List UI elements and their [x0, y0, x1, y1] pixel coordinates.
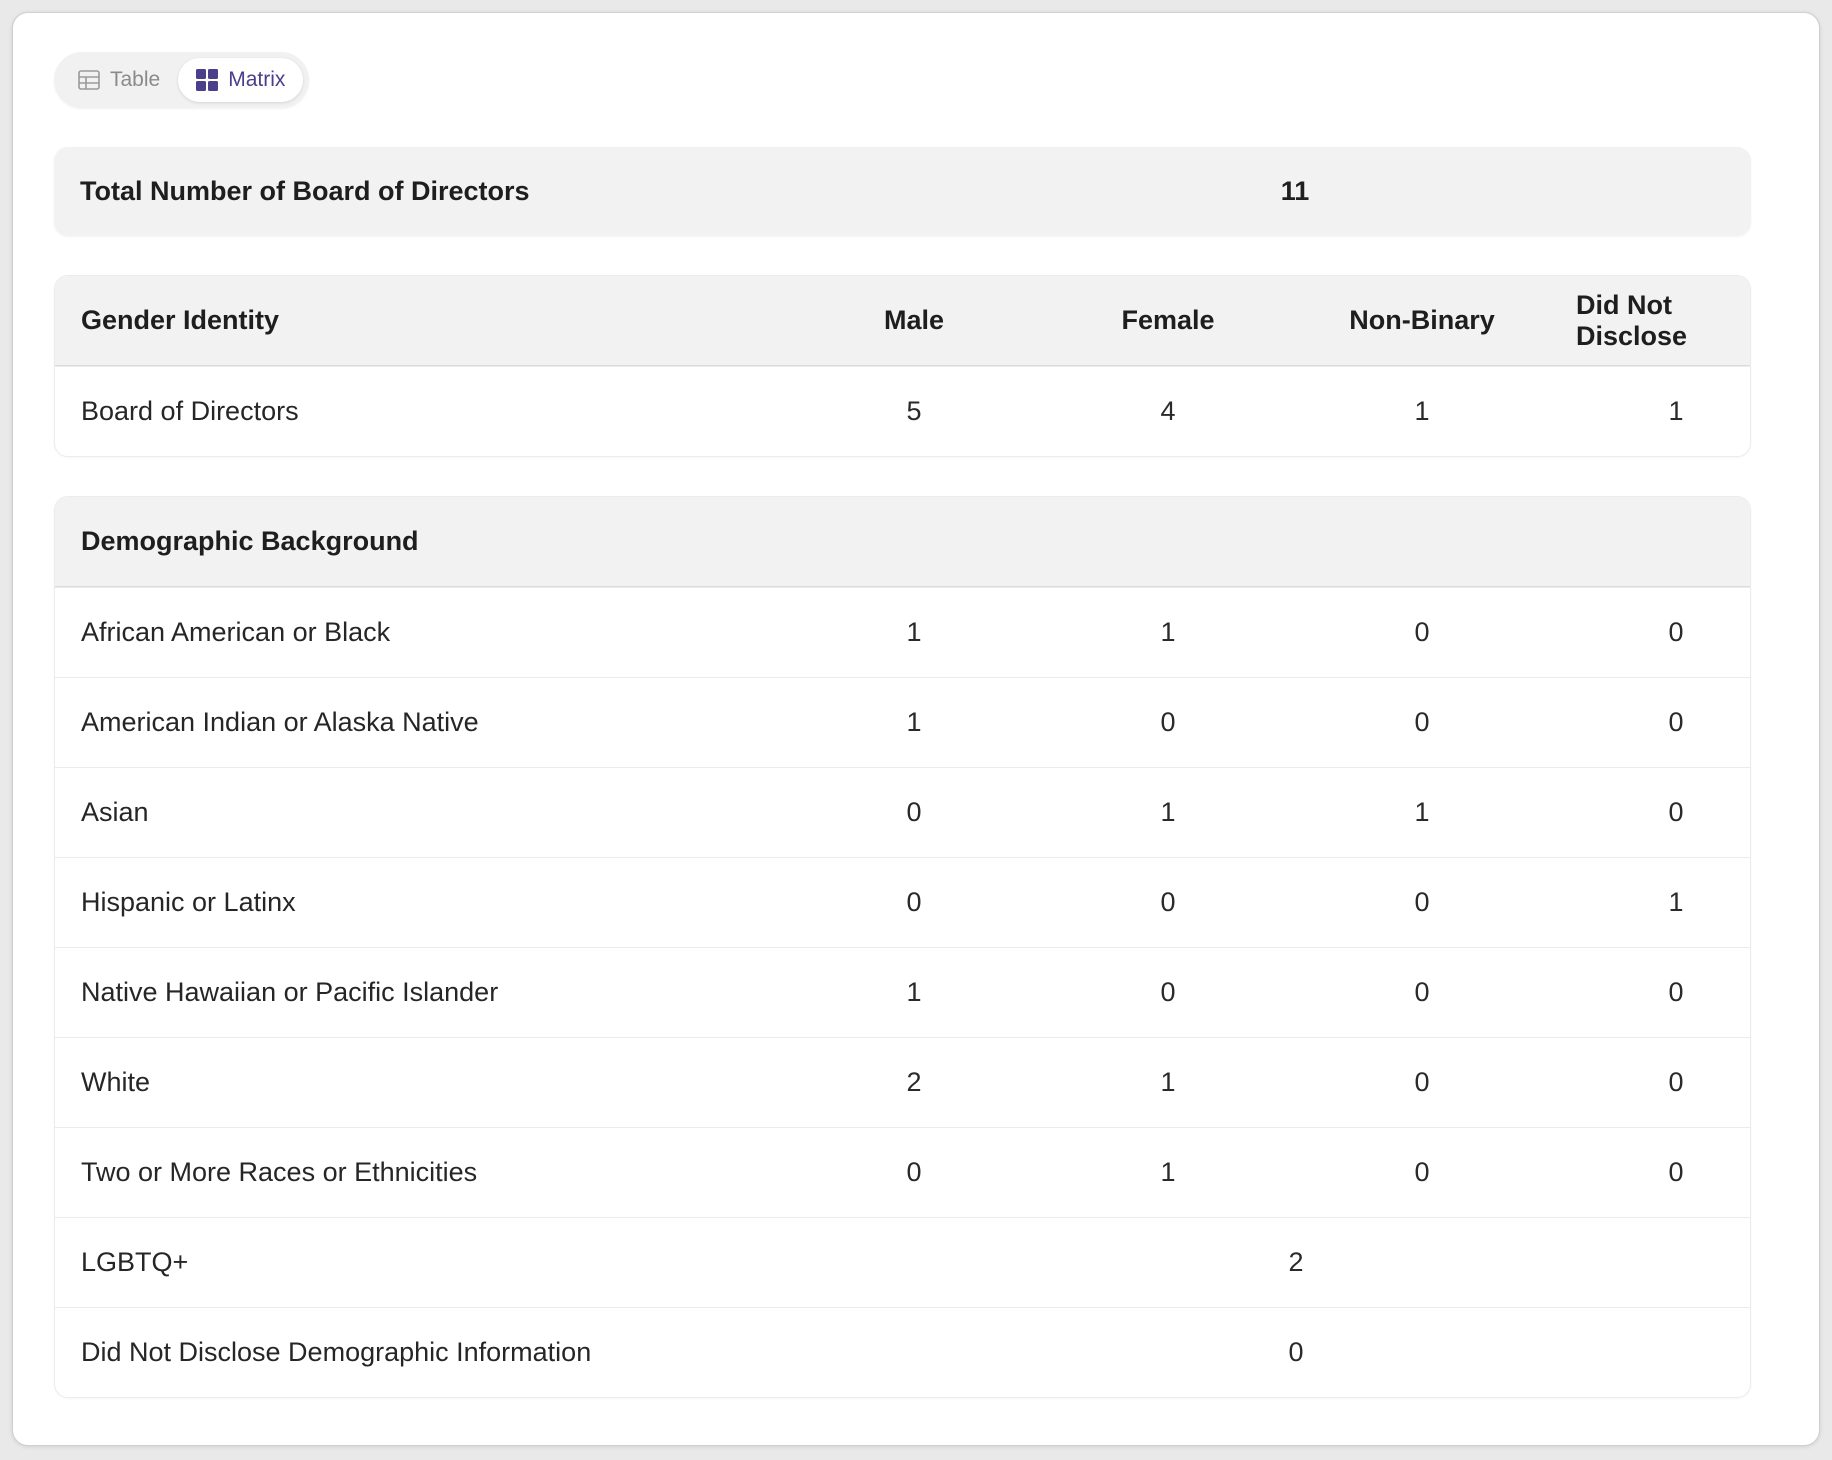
- cell-female: 1: [1160, 617, 1176, 647]
- row-label: Two or More Races or Ethnicities: [81, 1157, 478, 1187]
- column-header-male: Male: [883, 305, 945, 335]
- cell-female: 1: [1160, 797, 1176, 827]
- cell-did-not-disclose: 1: [1668, 887, 1684, 917]
- board-diversity-matrix: [54, 52, 1751, 1398]
- total-directors-label: Total Number of Board of Directors: [80, 176, 530, 206]
- table-row: [55, 767, 1750, 857]
- cell-non-binary: 0: [1414, 887, 1430, 917]
- cell-did-not-disclose: 0: [1668, 1157, 1684, 1187]
- row-label: White: [81, 1067, 151, 1097]
- table-row: [55, 947, 1750, 1037]
- cell-did-not-disclose: 0: [1668, 707, 1684, 737]
- cell-did-not-disclose: 0: [1668, 797, 1684, 827]
- row-label: African American or Black: [81, 617, 391, 647]
- cell-male: 0: [906, 797, 922, 827]
- column-header-female: Female: [1121, 305, 1215, 335]
- cell-non-binary: 0: [1414, 707, 1430, 737]
- cell-non-binary: 1: [1414, 797, 1430, 827]
- cell-did-not-disclose: 0: [1668, 977, 1684, 1007]
- cell-female: 1: [1160, 1157, 1176, 1187]
- table-row: [55, 587, 1750, 677]
- view-toggle: [54, 52, 309, 108]
- table-row: [55, 1127, 1750, 1217]
- cell-did-not-disclose: 0: [1668, 617, 1684, 647]
- row-label: Native Hawaiian or Pacific Islander: [81, 977, 499, 1007]
- cell-male: 1: [906, 617, 922, 647]
- total-directors-value: 11: [1280, 176, 1310, 206]
- table-view-button[interactable]: [60, 58, 178, 102]
- cell-did-not-disclose: 1: [1668, 396, 1684, 426]
- cell-non-binary: 0: [1414, 1157, 1430, 1187]
- cell-female: 0: [1160, 887, 1176, 917]
- cell-non-binary: 0: [1414, 1067, 1430, 1097]
- cell-male: 5: [906, 396, 922, 426]
- grid-icon: [196, 69, 218, 91]
- cell-female: 1: [1160, 1067, 1176, 1097]
- cell-non-binary: 0: [1414, 617, 1430, 647]
- row-label: Asian: [81, 797, 149, 827]
- gender-identity-heading: Gender Identity: [81, 305, 280, 335]
- row-label: Hispanic or Latinx: [81, 887, 296, 917]
- cell-male: 1: [906, 977, 922, 1007]
- cell-female: 0: [1160, 977, 1176, 1007]
- table-row: [55, 366, 1750, 456]
- cell-did-not-disclose: 0: [1668, 1067, 1684, 1097]
- cell-non-binary: 0: [1414, 977, 1430, 1007]
- row-label: Did Not Disclose Demographic Information: [81, 1337, 592, 1367]
- cell-male: 0: [906, 1157, 922, 1187]
- demographic-background-table: [54, 496, 1751, 1398]
- did-not-disclose-demographic-row: [55, 1307, 1750, 1397]
- cell-female: 0: [1160, 707, 1176, 737]
- lgbtq-row: [55, 1217, 1750, 1307]
- page-frame: [12, 12, 1820, 1446]
- table-icon: [78, 70, 100, 90]
- table-row: [55, 1037, 1750, 1127]
- did-not-disclose-demographic-value: 0: [1288, 1337, 1304, 1367]
- table-view-label: Table: [110, 68, 161, 91]
- gender-identity-table: [54, 275, 1751, 457]
- row-label: Board of Directors: [81, 396, 299, 426]
- table-row: [55, 857, 1750, 947]
- lgbtq-value: 2: [1288, 1247, 1304, 1277]
- cell-male: 1: [906, 707, 922, 737]
- total-directors-card: [54, 147, 1751, 236]
- gender-header-row: [55, 276, 1750, 366]
- demographic-header-row: [55, 497, 1750, 587]
- column-header-non-binary: Non-Binary: [1349, 305, 1495, 335]
- column-header-did-not-disclose: Did Not Disclose: [1576, 289, 1688, 351]
- row-label: LGBTQ+: [81, 1247, 189, 1277]
- row-label: American Indian or Alaska Native: [81, 707, 479, 737]
- cell-female: 4: [1160, 396, 1176, 426]
- cell-male: 2: [906, 1067, 922, 1097]
- cell-non-binary: 1: [1414, 396, 1430, 426]
- cell-male: 0: [906, 887, 922, 917]
- matrix-view-label: Matrix: [228, 68, 286, 91]
- matrix-view-button[interactable]: [178, 58, 303, 102]
- table-row: [55, 677, 1750, 767]
- demographic-background-heading: Demographic Background: [81, 526, 419, 556]
